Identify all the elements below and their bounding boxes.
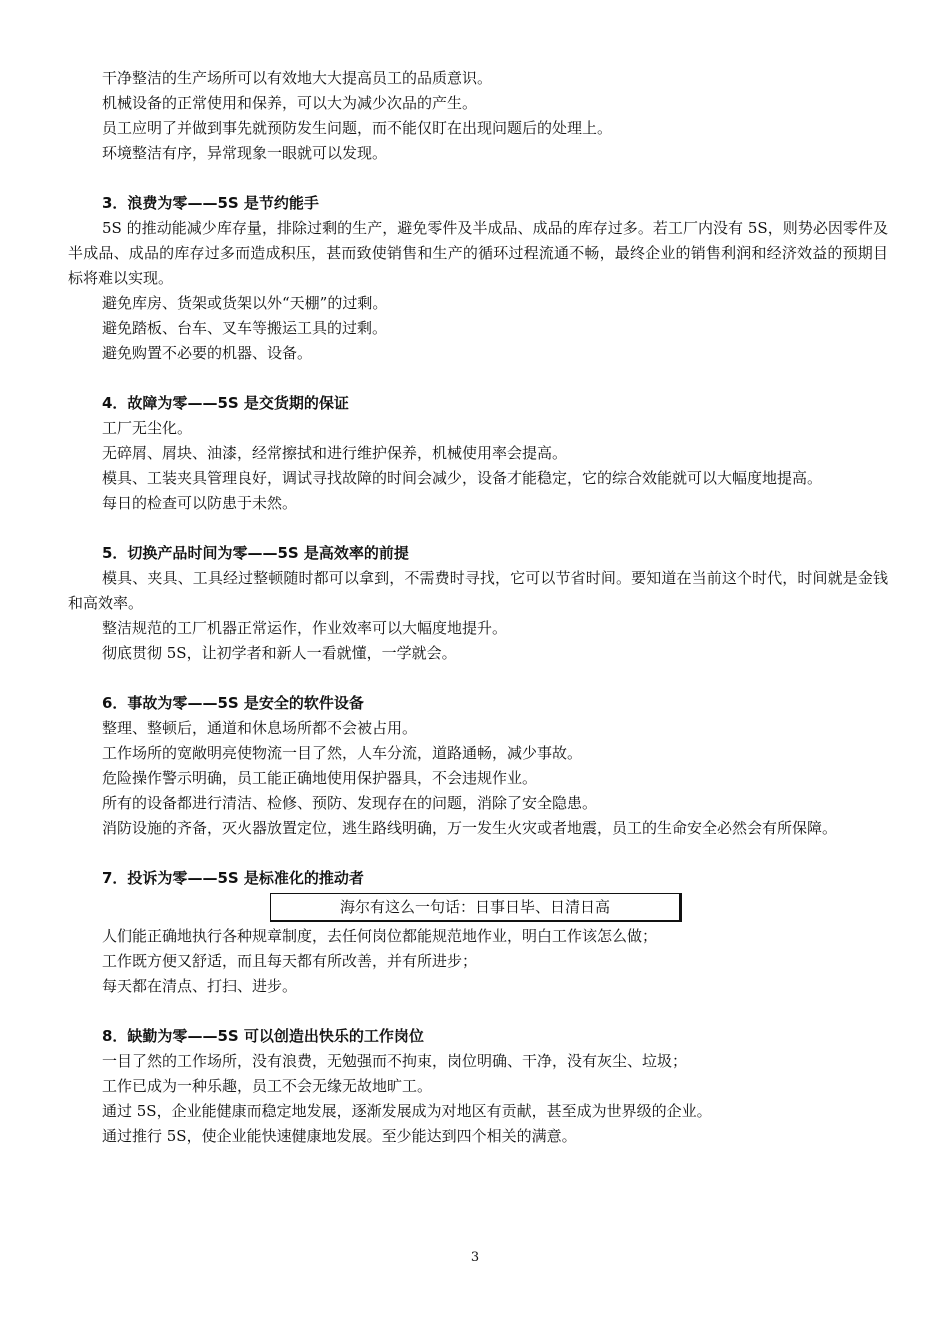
intro-paragraph: 机械设备的正常使用和保养，可以大为减少次品的产生。 (102, 94, 478, 112)
section-paragraph: 避免库房、货架或货架以外“天棚”的过剩。 (102, 294, 388, 312)
section-paragraph: 整洁规范的工厂机器正常运作，作业效率可以大幅度地提升。 (102, 619, 508, 637)
section-paragraph: 每天都在清点、打扫、进步。 (102, 977, 298, 995)
section-paragraph: 人们能正确地执行各种规章制度，去任何岗位都能规范地作业，明白工作该怎么做； (102, 927, 658, 945)
section-heading-8: 8．缺勤为零——5S 可以创造出快乐的工作岗位 (102, 1027, 424, 1045)
section-paragraph: 工作已成为一种乐趣，员工不会无缘无故地旷工。 (102, 1077, 433, 1095)
section-paragraph: 工厂无尘化。 (102, 419, 193, 437)
section-paragraph: 通过推行 5S，使企业能快速健康地发展。至少能达到四个相关的满意。 (102, 1127, 577, 1145)
section-paragraph: 模具、夹具、工具经过整顿随时都可以拿到，不需费时寻找，它可以节省时间。要知道在当前这个时代，时间就是金钱和高效率。 (68, 569, 888, 612)
section-paragraph: 危险操作警示明确，员工能正确地使用保护器具，不会违规作业。 (102, 769, 538, 787)
section-paragraph: 通过 5S，企业能健康而稳定地发展，逐渐发展成为对地区有贡献，甚至成为世界级的企业。 (102, 1102, 712, 1120)
document-page (68, 66, 888, 1149)
section-paragraph: 每日的检查可以防患于未然。 (102, 494, 298, 512)
section-paragraph: 所有的设备都进行清洁、检修、预防、发现存在的问题，消除了安全隐患。 (102, 794, 598, 812)
section-heading-4: 4．故障为零——5S 是交货期的保证 (102, 394, 349, 412)
quote-box: 海尔有这么一句话：日事日毕、日清日高 (270, 893, 682, 922)
section-heading-7: 7．投诉为零——5S 是标准化的推动者 (102, 869, 364, 887)
section-paragraph: 消防设施的齐备，灭火器放置定位，逃生路线明确，万一发生火灾或者地震，员工的生命安全必然会有所保障。 (102, 819, 838, 837)
section-heading-5: 5．切换产品时间为零——5S 是高效率的前提 (102, 544, 409, 562)
intro-paragraph: 干净整洁的生产场所可以有效地大大提高员工的品质意识。 (102, 69, 493, 87)
section-paragraph: 整理、整顿后，通道和休息场所都不会被占用。 (102, 719, 418, 737)
intro-paragraph: 员工应明了并做到事先就预防发生问题，而不能仅盯在出现问题后的处理上。 (102, 119, 613, 137)
section-paragraph: 工作既方便又舒适，而且每天都有所改善，并有所进步； (102, 952, 478, 970)
section-paragraph: 一目了然的工作场所，没有浪费，无勉强而不拘束，岗位明确、干净，没有灰尘、垃圾； (102, 1052, 688, 1070)
section-paragraph: 彻底贯彻 5S，让初学者和新人一看就懂，一学就会。 (102, 644, 457, 662)
section-paragraph: 避免购置不必要的机器、设备。 (102, 344, 313, 362)
section-paragraph: 模具、工装夹具管理良好，调试寻找故障的时间会减少，设备才能稳定，它的综合效能就可以大幅度地提高。 (102, 469, 823, 487)
section-paragraph: 5S 的推动能减少库存量，排除过剩的生产，避免零件及半成品、成品的库存过多。若工厂内没有 5S，则势必因零件及半成品、成品的库存过多而造成积压，甚而致使销售和生产的循环过程流通不畅，最终企业的销售利润和经济效益的预期目标将难以实现。 (68, 219, 888, 287)
page-number: 3 (470, 1250, 480, 1265)
section-paragraph: 无碎屑、屑块、油漆，经常擦拭和进行维护保养，机械使用率会提高。 (102, 444, 568, 462)
section-heading-6: 6．事故为零——5S 是安全的软件设备 (102, 694, 364, 712)
section-paragraph: 避免踏板、台车、叉车等搬运工具的过剩。 (102, 319, 388, 337)
section-paragraph: 工作场所的宽敞明亮使物流一目了然，人车分流，道路通畅，减少事故。 (102, 744, 583, 762)
section-heading-3: 3．浪费为零——5S 是节约能手 (102, 194, 319, 212)
intro-paragraph: 环境整洁有序，异常现象一眼就可以发现。 (102, 144, 388, 162)
